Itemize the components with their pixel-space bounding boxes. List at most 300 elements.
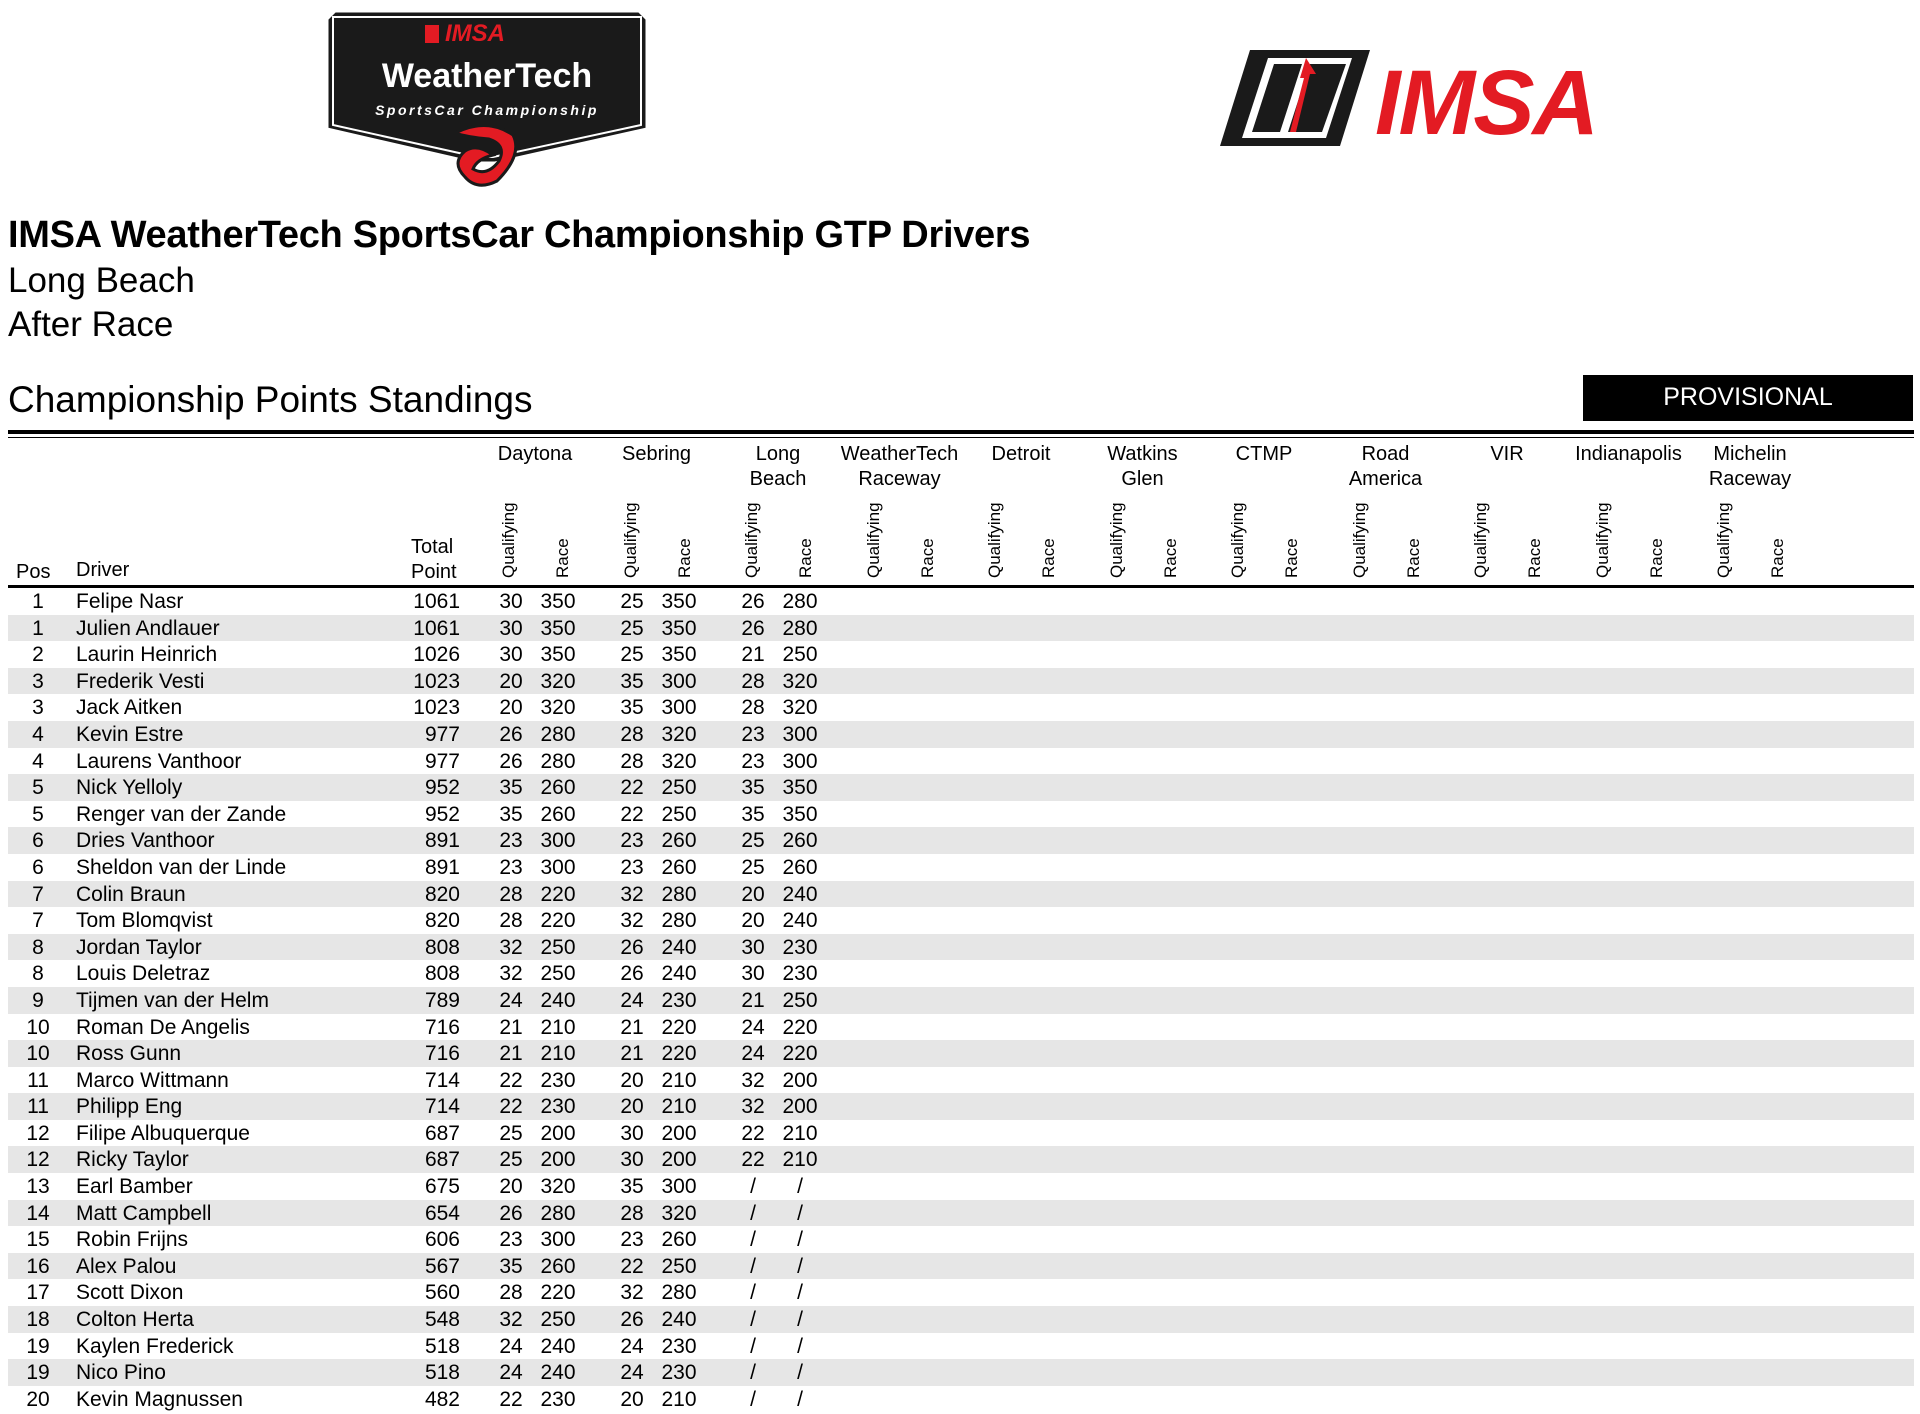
- row-qualifying-points: 26: [620, 935, 644, 959]
- row-race-points: 230: [661, 1334, 697, 1358]
- row-driver: Philipp Eng: [76, 1095, 183, 1119]
- row-race-points: 300: [782, 722, 818, 746]
- row-race-points: 280: [782, 616, 818, 640]
- qualifying-header: Qualifying: [1228, 502, 1247, 578]
- row-qualifying-points: 26: [620, 962, 644, 986]
- row-total-points: 518: [424, 1361, 460, 1385]
- table-row: [8, 1306, 1914, 1333]
- qualifying-header: Qualifying: [1349, 502, 1369, 578]
- row-driver: Earl Bamber: [76, 1175, 193, 1199]
- row-qualifying-points: 26: [620, 1308, 644, 1332]
- race-header: Race: [796, 538, 815, 578]
- row-qualifying-points: 28: [620, 1201, 644, 1225]
- table-row: [8, 960, 1914, 987]
- row-race-points: 320: [661, 1201, 697, 1225]
- row-position: 12: [26, 1121, 50, 1145]
- row-position: 12: [26, 1148, 50, 1172]
- row-total-points: 606: [424, 1228, 460, 1252]
- row-driver: Laurin Heinrich: [76, 643, 218, 667]
- row-driver: Louis Deletraz: [76, 962, 211, 986]
- row-race-points: 210: [782, 1148, 818, 1172]
- table-row: [8, 1200, 1914, 1227]
- row-driver: Scott Dixon: [76, 1281, 184, 1305]
- table-row: [8, 1173, 1914, 1200]
- row-qualifying-points: 24: [499, 988, 523, 1012]
- row-total-points: 1026: [413, 643, 460, 667]
- row-total-points: 716: [424, 1015, 460, 1039]
- race-header: Race: [1160, 538, 1180, 578]
- row-total-points: 808: [424, 962, 460, 986]
- row-total-points: 1023: [413, 669, 460, 693]
- row-race-points: 350: [782, 776, 818, 800]
- table-row: [8, 854, 1914, 881]
- table-row: [8, 748, 1914, 775]
- table-row: [8, 1120, 1914, 1147]
- badge-name-text: WeatherTech: [381, 57, 593, 95]
- row-race-points: 350: [540, 590, 576, 613]
- row-position: 2: [32, 643, 44, 667]
- row-race-points: 240: [661, 935, 697, 959]
- row-driver: Marco Wittmann: [76, 1068, 229, 1092]
- row-qualifying-points: 26: [499, 722, 523, 746]
- row-race-points: 280: [540, 1201, 576, 1225]
- row-race-points: 320: [540, 1175, 576, 1199]
- row-driver: Tijmen van der Helm: [76, 988, 269, 1012]
- venue-header: Daytona: [497, 443, 573, 465]
- row-race-points: 250: [540, 962, 576, 986]
- table-row: [8, 1359, 1914, 1386]
- row-race-points: /: [797, 1308, 803, 1332]
- row-race-points: 220: [661, 1042, 697, 1066]
- provisional-badge: PROVISIONAL: [1583, 375, 1913, 421]
- row-qualifying-points: 35: [620, 696, 644, 720]
- row-qualifying-points: 25: [499, 1121, 523, 1145]
- table-row: [8, 588, 1914, 615]
- race-header: Race: [917, 538, 937, 578]
- row-qualifying-points: 30: [499, 616, 523, 640]
- row-qualifying-points: 23: [499, 855, 523, 879]
- row-qualifying-points: /: [750, 1281, 756, 1305]
- row-position: 14: [26, 1201, 50, 1225]
- row-total-points: 820: [424, 882, 460, 906]
- table-row: [8, 1386, 1914, 1413]
- venue-header: Indianapolis: [1575, 443, 1682, 465]
- row-race-points: 200: [782, 1068, 818, 1092]
- row-race-points: 320: [661, 749, 697, 773]
- row-qualifying-points: 22: [620, 776, 644, 800]
- row-total-points: 716: [424, 1042, 460, 1066]
- table-row: [8, 934, 1914, 961]
- table-row: [8, 801, 1914, 828]
- row-race-points: /: [797, 1281, 803, 1305]
- table-row: [8, 1279, 1914, 1306]
- row-qualifying-points: 35: [741, 776, 765, 800]
- row-qualifying-points: 30: [741, 962, 765, 986]
- row-qualifying-points: 35: [499, 802, 523, 826]
- row-position: 15: [26, 1228, 50, 1252]
- row-position: 13: [26, 1175, 50, 1199]
- row-race-points: 320: [540, 696, 576, 720]
- row-qualifying-points: 20: [741, 909, 765, 933]
- row-qualifying-points: 26: [499, 1201, 523, 1225]
- row-total-points: 808: [424, 935, 460, 959]
- qualifying-header: Qualifying: [742, 502, 761, 578]
- row-race-points: 230: [661, 988, 697, 1012]
- table-row: [8, 1253, 1914, 1280]
- row-qualifying-points: 26: [741, 590, 765, 613]
- row-qualifying-points: 22: [499, 1387, 523, 1411]
- row-qualifying-points: 28: [499, 1281, 523, 1305]
- row-race-points: 200: [661, 1121, 697, 1145]
- row-position: 19: [26, 1334, 50, 1358]
- row-total-points: 977: [424, 722, 460, 746]
- row-driver: Jordan Taylor: [76, 935, 202, 959]
- row-race-points: 260: [540, 802, 576, 826]
- row-race-points: 210: [661, 1095, 697, 1119]
- venue-header: WeatherTech Raceway: [840, 443, 959, 490]
- row-race-points: 260: [661, 855, 697, 879]
- row-position: 18: [26, 1308, 50, 1332]
- row-qualifying-points: 21: [499, 1015, 523, 1039]
- row-qualifying-points: 21: [499, 1042, 523, 1066]
- race-header: Race: [553, 538, 572, 578]
- row-qualifying-points: 30: [499, 590, 523, 613]
- row-race-points: 280: [540, 749, 576, 773]
- race-header: Race: [1039, 538, 1058, 578]
- row-qualifying-points: 32: [741, 1068, 765, 1092]
- row-driver: Kaylen Frederick: [76, 1334, 234, 1358]
- row-qualifying-points: 25: [620, 590, 644, 613]
- row-qualifying-points: 30: [499, 643, 523, 667]
- row-total-points: 891: [424, 855, 460, 879]
- row-race-points: 260: [782, 855, 818, 879]
- row-total-points: 820: [424, 909, 460, 933]
- row-qualifying-points: 23: [741, 749, 765, 773]
- row-qualifying-points: 35: [741, 802, 765, 826]
- row-qualifying-points: 32: [499, 1308, 523, 1332]
- row-qualifying-points: 22: [620, 1254, 644, 1278]
- row-driver: Colton Herta: [76, 1308, 194, 1332]
- row-qualifying-points: 22: [620, 802, 644, 826]
- row-driver: Ross Gunn: [76, 1042, 182, 1066]
- row-race-points: 260: [782, 829, 818, 853]
- race-header: Race: [1403, 538, 1423, 578]
- row-race-points: 230: [540, 1068, 576, 1092]
- row-race-points: /: [797, 1334, 803, 1358]
- row-driver: Robin Frijns: [76, 1228, 189, 1252]
- venue-header: Long Beach: [749, 443, 807, 490]
- row-qualifying-points: 20: [620, 1095, 644, 1119]
- row-race-points: 240: [782, 909, 818, 933]
- row-qualifying-points: 30: [620, 1121, 644, 1145]
- row-race-points: 200: [540, 1148, 576, 1172]
- row-driver: Filipe Albuquerque: [76, 1121, 250, 1145]
- row-qualifying-points: 21: [741, 988, 765, 1012]
- column-header-pos: Pos: [16, 561, 51, 583]
- row-race-points: 350: [661, 590, 697, 613]
- table-row: [8, 881, 1914, 908]
- row-qualifying-points: /: [750, 1201, 756, 1225]
- row-race-points: 300: [782, 749, 818, 773]
- row-total-points: 560: [424, 1281, 460, 1305]
- row-qualifying-points: 20: [499, 1175, 523, 1199]
- row-qualifying-points: 32: [620, 882, 644, 906]
- row-total-points: 891: [424, 829, 460, 853]
- row-qualifying-points: 25: [741, 829, 765, 853]
- race-header: Race: [1768, 538, 1787, 578]
- row-position: 8: [32, 935, 44, 959]
- row-total-points: 687: [424, 1148, 460, 1172]
- row-driver: Renger van der Zande: [76, 802, 287, 826]
- row-qualifying-points: 25: [620, 643, 644, 667]
- row-position: 8: [32, 962, 44, 986]
- row-race-points: 250: [782, 643, 818, 667]
- standings-subtitle: Championship Points Standings: [8, 379, 533, 420]
- row-race-points: 240: [540, 988, 576, 1012]
- row-total-points: 1061: [413, 616, 460, 640]
- row-qualifying-points: 28: [741, 669, 765, 693]
- row-driver: Nick Yelloly: [76, 776, 183, 800]
- divider-top-thin: [8, 437, 1914, 438]
- row-driver: Colin Braun: [76, 882, 186, 906]
- row-race-points: 300: [661, 1175, 697, 1199]
- row-driver: Nico Pino: [76, 1361, 166, 1385]
- row-position: 11: [27, 1095, 49, 1119]
- row-race-points: 250: [661, 776, 697, 800]
- row-total-points: 518: [424, 1334, 460, 1358]
- row-race-points: 250: [661, 1254, 697, 1278]
- row-qualifying-points: 26: [499, 749, 523, 773]
- row-driver: Sheldon van der Linde: [76, 855, 287, 879]
- row-qualifying-points: 25: [741, 855, 765, 879]
- row-race-points: 220: [782, 1015, 818, 1039]
- row-qualifying-points: /: [750, 1228, 756, 1252]
- table-row: [8, 1040, 1914, 1067]
- row-position: 7: [32, 882, 44, 906]
- row-position: 17: [26, 1281, 50, 1305]
- row-race-points: 200: [540, 1121, 576, 1145]
- row-driver: Roman De Angelis: [76, 1015, 250, 1039]
- row-qualifying-points: 24: [499, 1334, 523, 1358]
- row-race-points: 280: [661, 882, 697, 906]
- row-race-points: 250: [540, 1308, 576, 1332]
- row-position: 4: [32, 722, 44, 746]
- row-driver: Julien Andlauer: [76, 616, 220, 640]
- table-row: [8, 615, 1914, 642]
- row-race-points: 300: [540, 829, 576, 853]
- row-driver: Felipe Nasr: [76, 590, 184, 613]
- row-race-points: /: [797, 1254, 803, 1278]
- row-race-points: 260: [661, 829, 697, 853]
- page-title: IMSA WeatherTech SportsCar Championship GTP Drivers: [8, 214, 1031, 256]
- row-race-points: 230: [661, 1361, 697, 1385]
- table-row: [8, 907, 1914, 934]
- row-qualifying-points: 20: [499, 696, 523, 720]
- table-row: [8, 1067, 1914, 1094]
- row-qualifying-points: 20: [499, 669, 523, 693]
- row-race-points: 300: [540, 1228, 576, 1252]
- row-race-points: 200: [782, 1095, 818, 1119]
- row-qualifying-points: 28: [741, 696, 765, 720]
- row-driver: Kevin Magnussen: [76, 1387, 243, 1411]
- row-race-points: 230: [540, 1387, 576, 1411]
- row-race-points: 250: [540, 935, 576, 959]
- row-total-points: 548: [424, 1308, 460, 1332]
- row-race-points: 240: [661, 962, 697, 986]
- row-qualifying-points: 23: [620, 1228, 644, 1252]
- venue-header: Watkins Glen: [1107, 443, 1178, 490]
- row-position: 6: [32, 855, 44, 879]
- row-qualifying-points: 32: [499, 962, 523, 986]
- row-race-points: 220: [782, 1042, 818, 1066]
- row-qualifying-points: 28: [499, 882, 523, 906]
- row-race-points: 300: [540, 855, 576, 879]
- row-position: 11: [27, 1068, 49, 1092]
- row-race-points: 250: [661, 802, 697, 826]
- row-qualifying-points: 24: [499, 1361, 523, 1385]
- row-qualifying-points: 32: [499, 935, 523, 959]
- row-race-points: 320: [661, 722, 697, 746]
- row-race-points: 280: [661, 1281, 697, 1305]
- row-driver: Alex Palou: [76, 1254, 177, 1278]
- row-qualifying-points: 25: [499, 1148, 523, 1172]
- row-position: 5: [32, 776, 44, 800]
- session-label: After Race: [8, 305, 174, 344]
- row-qualifying-points: 22: [741, 1148, 765, 1172]
- column-header-driver: Driver: [76, 559, 130, 581]
- row-position: 1: [32, 616, 44, 640]
- row-position: 3: [32, 669, 44, 693]
- qualifying-header: Qualifying: [620, 502, 640, 578]
- row-qualifying-points: 32: [741, 1095, 765, 1119]
- row-race-points: 230: [540, 1095, 576, 1119]
- row-total-points: 1023: [413, 696, 460, 720]
- row-race-points: 230: [782, 962, 818, 986]
- imsa-logo-text: IMSA: [1375, 52, 1597, 148]
- qualifying-header: Qualifying: [1106, 502, 1126, 578]
- row-qualifying-points: 30: [741, 935, 765, 959]
- row-race-points: 350: [540, 616, 576, 640]
- row-position: 5: [32, 802, 44, 826]
- row-qualifying-points: 21: [620, 1015, 644, 1039]
- row-driver: Dries Vanthoor: [76, 829, 215, 853]
- row-total-points: 687: [424, 1121, 460, 1145]
- row-driver: Jack Aitken: [76, 696, 183, 720]
- row-total-points: 1061: [413, 590, 460, 613]
- table-row: [8, 827, 1914, 854]
- venue-header: Michelin Raceway: [1708, 443, 1792, 490]
- row-position: 10: [26, 1042, 50, 1066]
- row-qualifying-points: 24: [620, 1361, 644, 1385]
- row-qualifying-points: 28: [499, 909, 523, 933]
- row-race-points: 260: [540, 776, 576, 800]
- row-race-points: 260: [661, 1228, 697, 1252]
- row-qualifying-points: 28: [620, 749, 644, 773]
- row-qualifying-points: 20: [620, 1387, 644, 1411]
- row-race-points: 210: [540, 1042, 576, 1066]
- row-qualifying-points: 20: [741, 882, 765, 906]
- row-race-points: 280: [782, 590, 818, 613]
- column-header-total: Total Point: [411, 536, 457, 583]
- qualifying-header: Qualifying: [499, 502, 518, 578]
- row-total-points: 482: [424, 1387, 460, 1411]
- row-race-points: 240: [540, 1334, 576, 1358]
- race-header: Race: [1525, 538, 1544, 578]
- row-qualifying-points: 26: [741, 616, 765, 640]
- row-qualifying-points: 28: [620, 722, 644, 746]
- table-row: [8, 774, 1914, 801]
- row-position: 4: [32, 749, 44, 773]
- row-position: 20: [26, 1387, 50, 1411]
- row-driver: Ricky Taylor: [76, 1148, 189, 1172]
- row-qualifying-points: /: [750, 1334, 756, 1358]
- table-row: [8, 668, 1914, 695]
- table-row: [8, 1333, 1914, 1360]
- row-total-points: 977: [424, 749, 460, 773]
- venue-header: Sebring: [622, 443, 691, 465]
- row-position: 6: [32, 829, 44, 853]
- venue-header: VIR: [1490, 443, 1524, 465]
- venue-header: CTMP: [1235, 443, 1293, 465]
- row-qualifying-points: 35: [620, 669, 644, 693]
- row-race-points: 240: [782, 882, 818, 906]
- race-header: Race: [674, 538, 694, 578]
- row-race-points: 350: [782, 802, 818, 826]
- row-qualifying-points: /: [750, 1254, 756, 1278]
- row-driver: Kevin Estre: [76, 722, 184, 746]
- row-driver: Laurens Vanthoor: [76, 749, 242, 773]
- row-qualifying-points: 24: [620, 1334, 644, 1358]
- weathertech-badge-logo: [327, 5, 647, 190]
- row-qualifying-points: 23: [620, 855, 644, 879]
- divider-top: [8, 430, 1914, 434]
- qualifying-header: Qualifying: [1714, 502, 1733, 578]
- table-row: [8, 1093, 1914, 1120]
- event-name: Long Beach: [8, 261, 195, 300]
- row-race-points: 280: [661, 909, 697, 933]
- row-race-points: 260: [540, 1254, 576, 1278]
- row-total-points: 952: [424, 802, 460, 826]
- row-race-points: 230: [782, 935, 818, 959]
- row-qualifying-points: 35: [499, 776, 523, 800]
- row-qualifying-points: 20: [620, 1068, 644, 1092]
- row-driver: Frederik Vesti: [76, 669, 205, 693]
- row-qualifying-points: 23: [499, 829, 523, 853]
- table-row: [8, 1146, 1914, 1173]
- row-race-points: 300: [661, 669, 697, 693]
- row-race-points: 210: [661, 1387, 697, 1411]
- table-row: [8, 694, 1914, 721]
- row-qualifying-points: 24: [741, 1015, 765, 1039]
- row-race-points: 210: [782, 1121, 818, 1145]
- row-race-points: 200: [661, 1148, 697, 1172]
- venue-header: Detroit: [991, 443, 1051, 465]
- row-qualifying-points: 22: [741, 1121, 765, 1145]
- row-position: 7: [32, 909, 44, 933]
- row-qualifying-points: 21: [620, 1042, 644, 1066]
- row-race-points: 320: [540, 669, 576, 693]
- row-driver: Tom Blomqvist: [76, 909, 213, 933]
- row-qualifying-points: /: [750, 1308, 756, 1332]
- badge-brand-text: IMSA: [445, 20, 505, 47]
- row-total-points: 714: [424, 1095, 460, 1119]
- qualifying-header: Qualifying: [985, 502, 1004, 578]
- race-header: Race: [1282, 538, 1301, 578]
- row-qualifying-points: /: [750, 1361, 756, 1385]
- row-qualifying-points: 24: [741, 1042, 765, 1066]
- row-driver: Matt Campbell: [76, 1201, 212, 1225]
- race-header: Race: [1646, 538, 1666, 578]
